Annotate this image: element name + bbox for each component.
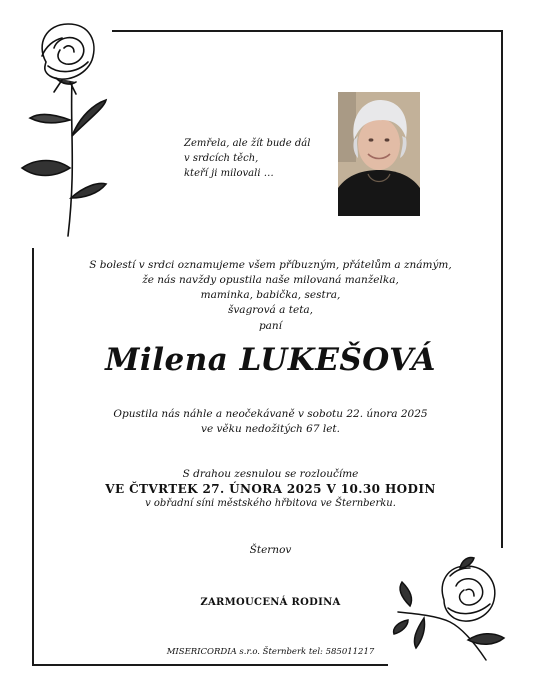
passing-line: ve věku nedožitých 67 let. bbox=[201, 423, 340, 435]
portrait-figure-icon bbox=[338, 92, 420, 216]
farewell-intro: S drahou zesnulou se rozloučíme bbox=[182, 468, 359, 480]
town: Šternov bbox=[249, 544, 292, 556]
funeral-service-footer: MISERICORDIA s.r.o. Šternberk tel: 585011217 bbox=[166, 647, 375, 657]
announcement-line: maminka, babička, sestra, bbox=[200, 289, 341, 301]
quote-line: Zemřela, ale žít bude dál bbox=[184, 138, 311, 149]
announcement-line: že nás navždy opustila naše milovaná manželka, bbox=[142, 274, 399, 286]
announcement bbox=[0, 258, 541, 318]
deceased-name: Milena LUKEŠOVÁ bbox=[105, 342, 436, 378]
farewell-date-time: VE ČTVRTEK 27. ÚNORA 2025 V 10.30 HODIN bbox=[105, 482, 436, 496]
salutation: paní bbox=[258, 320, 283, 332]
passing-notice bbox=[0, 407, 541, 437]
quote-line: v srdcích těch, bbox=[184, 153, 259, 164]
family-signature: ZARMOUCENÁ RODINA bbox=[200, 597, 341, 608]
passing-line: Opustila nás náhle a neočekávaně v sobotu 22. února 2025 bbox=[113, 408, 428, 420]
announcement-line: švagrová a teta, bbox=[227, 304, 314, 316]
rose-top-icon bbox=[6, 18, 110, 240]
quote-line: kteří ji milovali … bbox=[184, 168, 274, 179]
farewell-place: v obřadní síni městského hřbitova ve Šternberku. bbox=[145, 498, 396, 509]
portrait-photo bbox=[338, 92, 420, 216]
announcement-line: S bolestí v srdci oznamujeme všem příbuzným, přátelům a známým, bbox=[89, 259, 452, 271]
memorial-quote bbox=[184, 136, 344, 181]
